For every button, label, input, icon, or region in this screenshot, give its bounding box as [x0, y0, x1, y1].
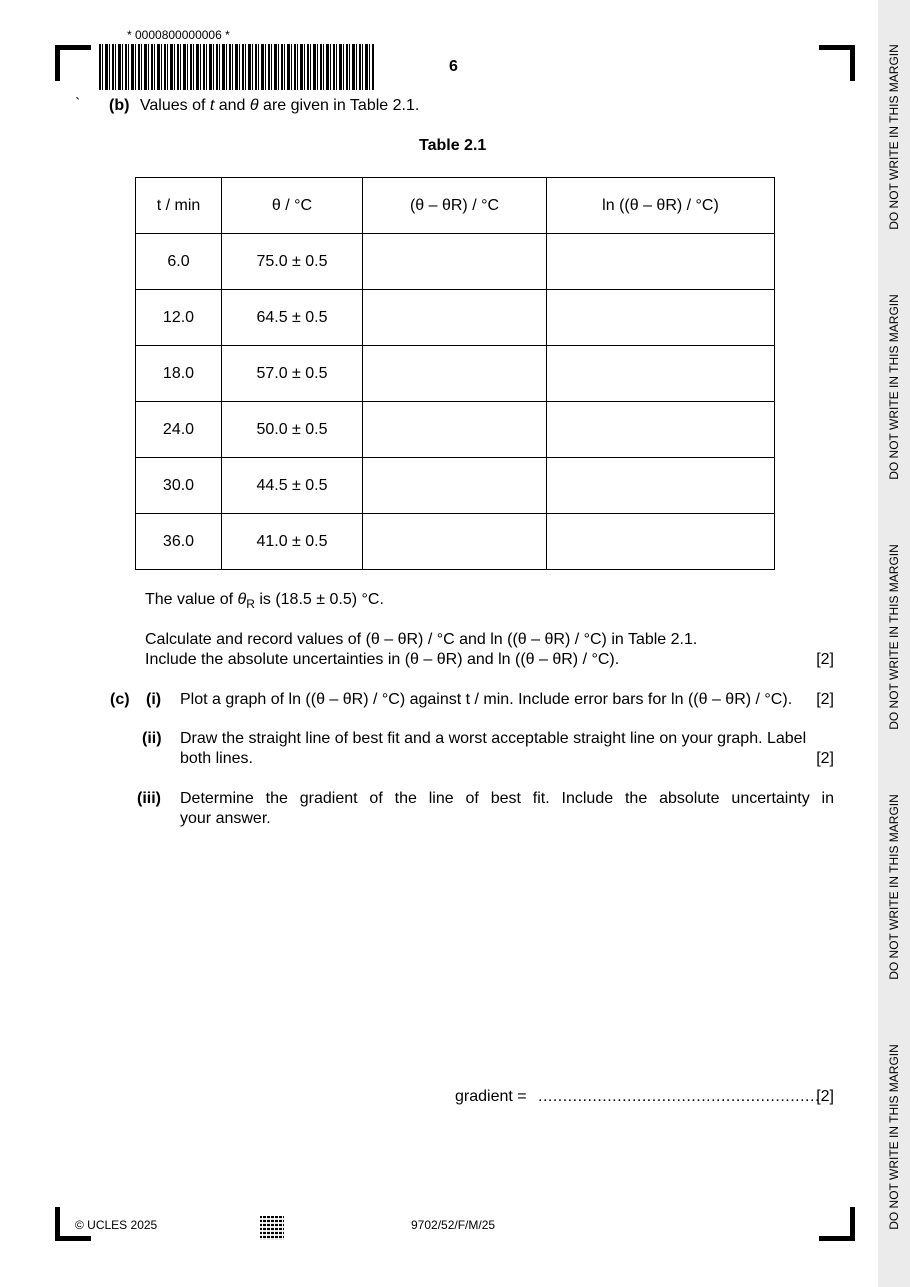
cell-temperature: 44.5 ± 0.5	[222, 458, 363, 514]
margin-notice: DO NOT WRITE IN THIS MARGIN	[887, 1044, 901, 1230]
table-row	[136, 458, 775, 514]
part-c-label: (c)	[110, 691, 130, 708]
marks-c-iii: [2]	[816, 1088, 834, 1105]
cell-answer-difference[interactable]	[363, 346, 547, 402]
margin-notice: DO NOT WRITE IN THIS MARGIN	[887, 544, 901, 730]
part-c-iii-label: (iii)	[137, 790, 161, 807]
stray-mark: `	[75, 96, 81, 113]
header-temperature-difference: (θ – θR) / °C	[363, 178, 547, 234]
cell-temperature: 75.0 ± 0.5	[222, 234, 363, 290]
theta-r-statement: The value of $\theta_R$ is (18.5 ± 0.5) °C.	[145, 591, 384, 611]
part-c-ii-line2: both lines.	[180, 750, 253, 767]
cell-answer-ln[interactable]	[547, 514, 775, 570]
cell-time: 30.0	[136, 458, 222, 514]
cell-time: 24.0	[136, 402, 222, 458]
marks-c-i: [2]	[816, 691, 834, 708]
copyright: © UCLES 2025	[75, 1218, 158, 1232]
table-row	[136, 514, 775, 570]
gradient-label: gradient =	[455, 1088, 527, 1105]
data-table	[135, 177, 775, 570]
page-number: 6	[449, 58, 458, 75]
table-row	[136, 346, 775, 402]
cell-time: 12.0	[136, 290, 222, 346]
margin-strip	[878, 0, 910, 1287]
part-c-iii-line2: your answer.	[180, 810, 271, 827]
header-temperature: θ / °C	[222, 178, 363, 234]
marks-c-ii: [2]	[816, 750, 834, 767]
cell-answer-ln[interactable]	[547, 402, 775, 458]
cell-answer-difference[interactable]	[363, 402, 547, 458]
cell-answer-difference[interactable]	[363, 458, 547, 514]
cell-answer-ln[interactable]	[547, 346, 775, 402]
cell-answer-difference[interactable]	[363, 514, 547, 570]
cell-answer-ln[interactable]	[547, 234, 775, 290]
uncertainty-instruction: Include the absolute uncertainties in (θ – θR) and ln ((θ – θR) / °C).	[145, 651, 620, 668]
part-c-i-label: (i)	[146, 691, 162, 708]
margin-notice: DO NOT WRITE IN THIS MARGIN	[887, 44, 901, 230]
cell-time: 6.0	[136, 234, 222, 290]
cell-time: 36.0	[136, 514, 222, 570]
cell-answer-difference[interactable]	[363, 234, 547, 290]
table-row	[136, 402, 775, 458]
cell-answer-difference[interactable]	[363, 290, 547, 346]
part-c-i-text: Plot a graph of ln ((θ – θR) / °C) against t / min. Include error bars for ln ((θ – θR) / °C).	[180, 691, 793, 708]
cell-time: 18.0	[136, 346, 222, 402]
part-c-iii-line1: Determine the gradient of the line of best fit. Include the absolute uncertainty in	[180, 790, 834, 807]
part-c-ii-label: (ii)	[142, 730, 162, 747]
cell-temperature: 41.0 ± 0.5	[222, 514, 363, 570]
cell-temperature: 57.0 ± 0.5	[222, 346, 363, 402]
barcode-text: * 0000800000006 *	[127, 28, 230, 42]
cell-answer-ln[interactable]	[547, 458, 775, 514]
calculate-instruction: Calculate and record values of (θ – θR) / °C and ln ((θ – θR) / °C) in Table 2.1.	[145, 631, 698, 648]
table-caption: Table 2.1	[419, 137, 487, 154]
barcode	[99, 44, 375, 90]
paper-code: 9702/52/F/M/25	[411, 1218, 496, 1232]
part-b-intro: (b) Values of t and θ are given in Table 2.1.	[109, 97, 420, 114]
margin-notice: DO NOT WRITE IN THIS MARGIN	[887, 294, 901, 480]
qr-code	[260, 1216, 284, 1240]
cell-answer-ln[interactable]	[547, 290, 775, 346]
part-c-ii-line1: Draw the straight line of best fit and a worst acceptable straight line on your graph. Label	[180, 730, 807, 747]
cell-temperature: 64.5 ± 0.5	[222, 290, 363, 346]
table-row	[136, 290, 775, 346]
cell-temperature: 50.0 ± 0.5	[222, 402, 363, 458]
header-ln-temperature-difference: ln ((θ – θR) / °C)	[547, 178, 775, 234]
part-b-label: (b)	[109, 97, 130, 114]
margin-notice: DO NOT WRITE IN THIS MARGIN	[887, 794, 901, 980]
gradient-answer-line[interactable]: .........................................................	[538, 1088, 820, 1105]
header-time: t / min	[136, 178, 222, 234]
marks-b: [2]	[816, 651, 834, 668]
table-header-row	[136, 178, 775, 234]
table-row	[136, 234, 775, 290]
